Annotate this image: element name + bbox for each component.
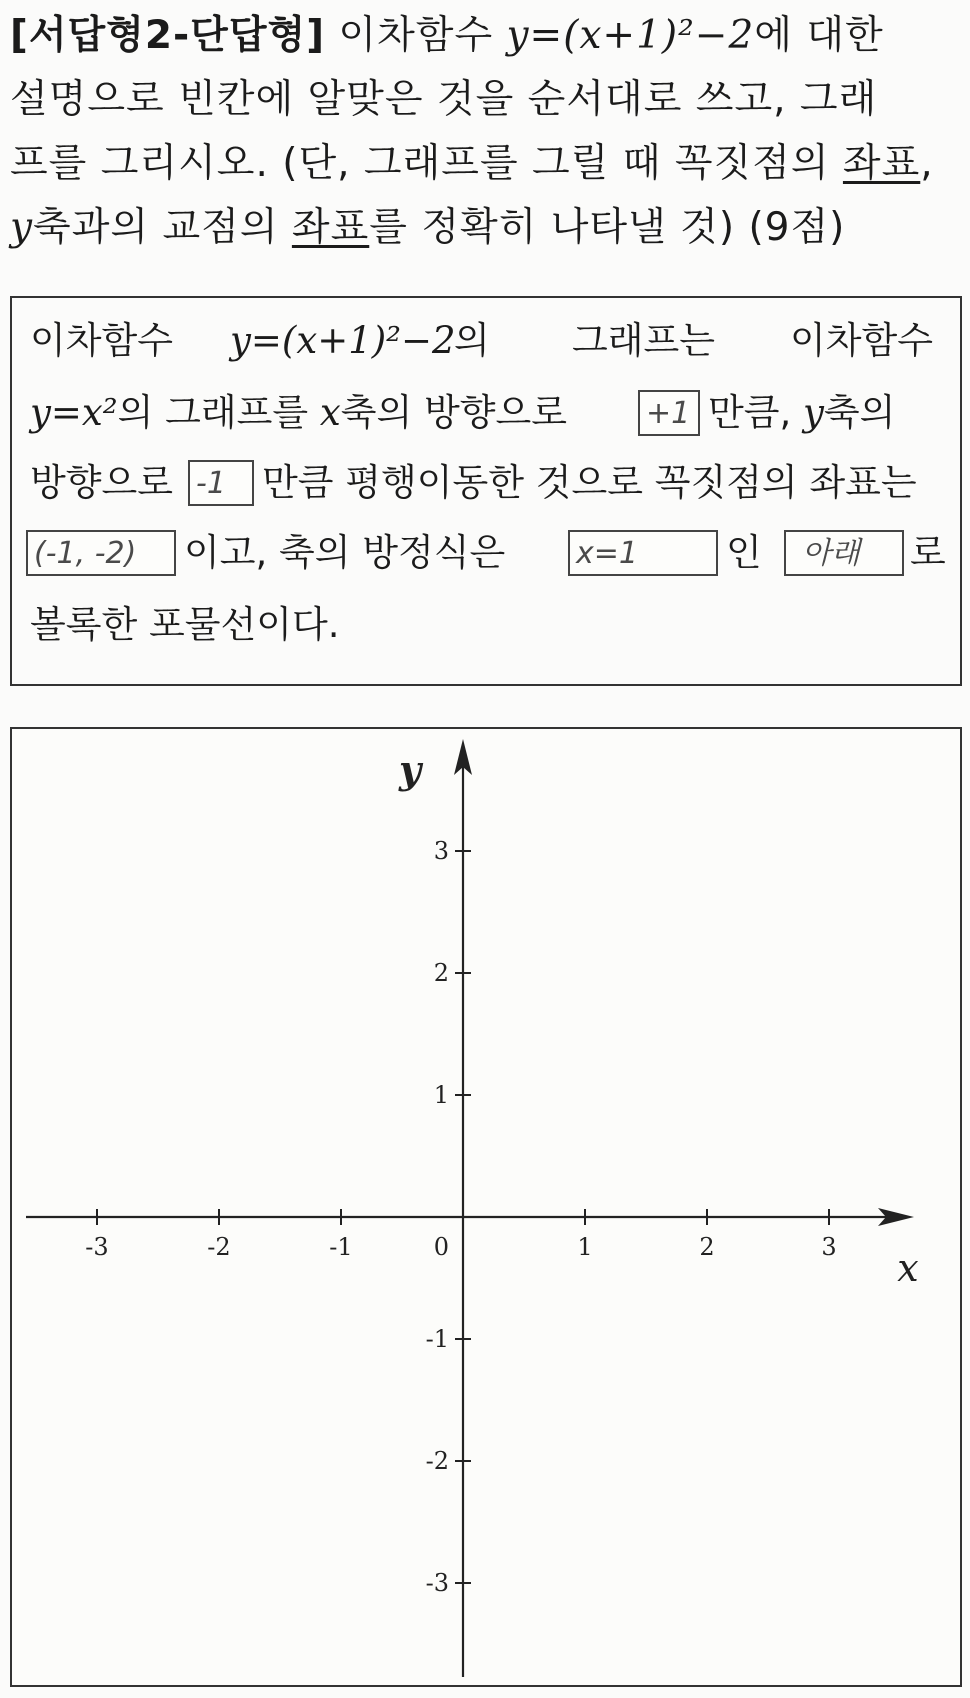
blank-x-shift[interactable] [638, 390, 700, 436]
underlined-coordinate: 좌표 [842, 141, 921, 186]
answer-text: 방향으로 [30, 461, 173, 504]
answer-text: 그래프는 [572, 319, 715, 362]
x-variable: x [319, 391, 341, 434]
x-tick-label: -3 [85, 1233, 109, 1261]
question-text-part: 에 대한 [754, 13, 884, 58]
y-tick-label: -1 [425, 1325, 449, 1353]
answer-text: 만큼 평행이동한 것으로 꼭짓점의 좌표는 [262, 461, 917, 504]
handwritten-answer: 아래 [802, 536, 860, 571]
x-tick-label: 2 [699, 1233, 715, 1261]
blank-vertex[interactable] [26, 530, 176, 576]
question-text-part: 이차함수 [338, 13, 507, 58]
handwritten-answer: -1 [196, 466, 226, 501]
x-axis-label: x [897, 1246, 919, 1290]
blank-convex-direction[interactable] [784, 530, 904, 576]
answer-function: y=(x+1)²−2 [230, 319, 456, 362]
y-tick-label: 3 [433, 837, 449, 865]
answer-box [10, 296, 962, 686]
y-tick-label: -3 [425, 1569, 449, 1597]
question-function: y=(x+1)²−2 [506, 13, 755, 58]
answer-text: 만큼, [708, 391, 792, 434]
answer-text: 축의 방향으로 [340, 391, 567, 434]
blank-y-shift[interactable] [188, 460, 254, 506]
question-line-1 [10, 4, 960, 68]
question-line-2: 설명으로 빈칸에 알맞은 것을 순서대로 쓰고, 그래 [10, 77, 878, 122]
x-tick-label: 1 [577, 1233, 593, 1261]
question-text-part: 프를 그리시오. (단, 그래프를 그릴 때 꼭짓점의 [10, 141, 843, 186]
origin-label: 0 [433, 1233, 449, 1261]
answer-line-3 [30, 452, 173, 514]
question-text [10, 4, 960, 260]
answer-line-1 [30, 310, 942, 372]
answer-text: 이차함수 [30, 319, 173, 362]
y-tick-label: 2 [433, 959, 449, 987]
y-variable: y [803, 391, 824, 434]
question-text-part: 축과의 교점의 [33, 205, 292, 250]
blank-axis-equation[interactable] [568, 530, 718, 576]
handwritten-answer: +1 [646, 396, 691, 431]
handwritten-answer: x=1 [576, 536, 638, 571]
answer-text: 의 그래프를 [117, 391, 320, 434]
answer-line-3-end [262, 452, 917, 514]
x-tick-label: -2 [207, 1233, 231, 1261]
answer-line-2 [30, 382, 567, 444]
question-line-4 [10, 196, 960, 260]
answer-text: 축의 [823, 391, 896, 434]
handwritten-answer: (-1, -2) [34, 536, 137, 571]
answer-line-4-mid [726, 522, 762, 584]
x-tick-label: -1 [329, 1233, 353, 1261]
question-tag: [서답형2-단답형] [10, 13, 326, 58]
answer-text: 의 [454, 319, 490, 362]
answer-text: 인 [726, 531, 762, 574]
question-line-3 [10, 132, 960, 196]
answer-line-4-end [910, 522, 946, 584]
y-axis-label: y [398, 747, 422, 792]
answer-function: y=x² [30, 391, 118, 434]
answer-text: 로 [910, 531, 946, 574]
answer-text: 이고, 축의 방정식은 [184, 531, 506, 574]
y-tick-label: 1 [433, 1081, 449, 1109]
y-tick-label: -2 [425, 1447, 449, 1475]
coordinate-plane[interactable] [12, 729, 960, 1685]
question-text-part: , [920, 141, 934, 186]
question-text-part: 를 정확히 나타낼 것) (9점) [369, 205, 846, 250]
answer-line-4 [184, 522, 505, 584]
graph-box [10, 727, 962, 1687]
answer-line-2-end [708, 382, 895, 444]
underlined-coordinate: 좌표 [291, 205, 370, 250]
answer-text: 이차함수 [790, 319, 933, 362]
x-tick-label: 3 [821, 1233, 837, 1261]
y-variable: y [10, 205, 34, 250]
answer-line-5: 볼록한 포물선이다. [30, 603, 340, 646]
